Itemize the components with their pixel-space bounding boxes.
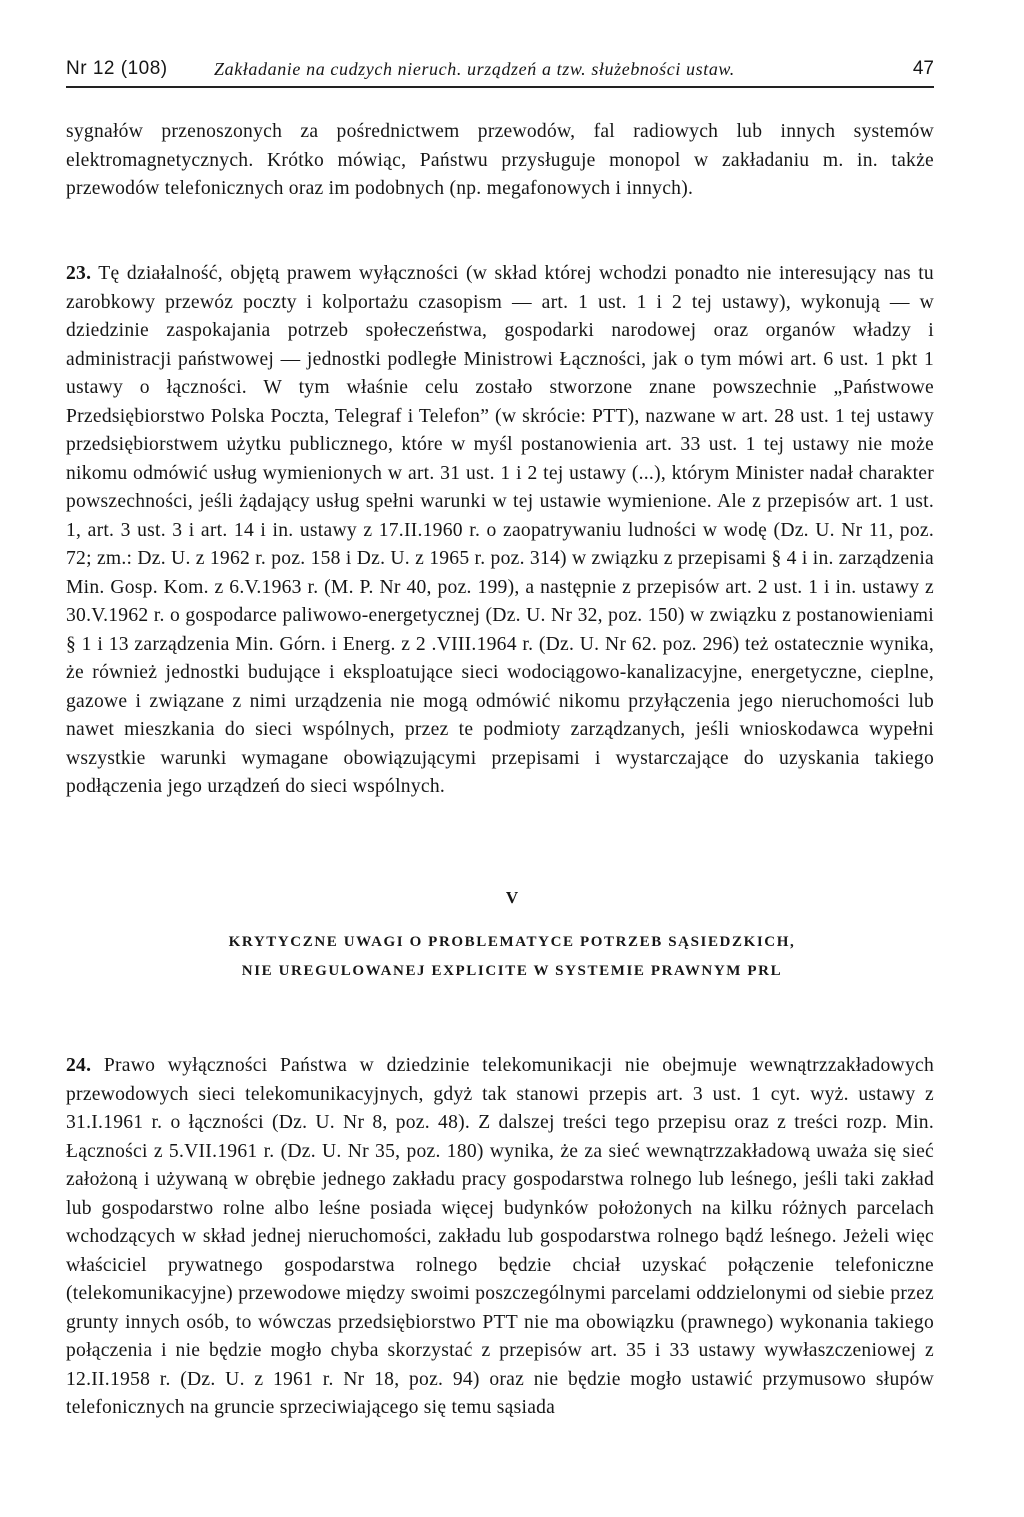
paragraph-23 xyxy=(66,260,934,802)
header-rule xyxy=(66,86,934,88)
paragraph-24 xyxy=(66,1052,934,1423)
paragraph-text: Tę działalność, objętą prawem wyłączności (w skład której wchodzi ponadto nie interesujący nas tu zarobkowy przewóz poczty i kolportażu czasopism — art. 1 ust. 1 i 2 tej ustawy), wykonują — w dziedzinie zaspokajania potrzeb społeczeństwa, gospodarki narodowej oraz organów władzy i administracji państwowej — jednostki podległe Ministrowi Łączności, jak o tym mówi art. 6 ust. 1 pkt 1 ustawy o łączności. W tym właśnie celu zostało stworzone znane powszechnie „Państwowe Przedsiębiorstwo Polska Poczta, Telegraf i Telefon” (w skrócie: PTT), nazwane w art. 28 ust. 1 tej ustawy przedsiębiorstwem użytku publicznego, które w myśl postanowienia art. 33 ust. 1 tej ustawy nie może nikomu odmówić usług wymienionych w art. 31 ust. 1 i 2 tej ustawy (...), którym Minister nadał charakter powszechności, jeśli żądający usług spełni warunki w tej ustawie wymienione. Ale z przepisów art. 1 ust. 1, art. 3 ust. 3 i art. 14 i in. ustawy z 17.II.1960 r. o zaopatrywaniu ludności w wodę (Dz. U. Nr 11, poz. 72; zm.: Dz. U. z 1962 r. poz. 158 i Dz. U. z 1965 r. poz. 314) w związku z przepisami § 4 i in. zarządzenia Min. Gosp. Kom. z 6.V.1963 r. (M. P. Nr 40, poz. 199), a następnie z przepisów art. 2 ust. 1 i in. ustawy z 30.V.1962 r. o gospodarce paliwowo-energetycznej (Dz. U. Nr 32, poz. 150) w związku z postanowieniami § 1 i 13 zarządzenia Min. Górn. i Energ. z 2 .VIII.1964 r. (Dz. U. Nr 62. poz. 296) też ostatecznie wynika, że również jednostki budujące i eksploatujące sieci wodociągowo-kanalizacyjne, energetyczne, cieplne, gazowe i związane z nimi urządzenia nie mogą odmówić nikomu przyłączenia jego nieruchomości lub nawet mieszkania do sieci wspólnych, przez te podmioty zarządzanych, jeśli wnioskodawca wypełni wszystkie warunki wymagane obowiązującymi przepisami i wystarczające do uzyskania takiego podłączenia jego urządzeń do sieci wspólnych. xyxy=(66,263,934,797)
running-header xyxy=(66,58,934,84)
paragraph-continued xyxy=(66,118,934,204)
paragraph-text: Prawo wyłączności Państwa w dziedzinie telekomunikacji nie obejmuje wewnątrzzakładowych przewodowych sieci telekomunikacyjnych, gdyż tak stanowi przepis art. 3 ust. 1 cyt. wyż. ustawy z 31.I.1961 r. o łączności (Dz. U. Nr 8, poz. 48). Z dalszej treści tego przepisu oraz z treści rozp. Min. Łączności z 5.VII.1961 r. (Dz. U. Nr 35, poz. 180) wynika, że za sieć wewnątrzzakładową uważa się sieć założoną i używaną w obrębie jednego zakładu pracy gospodarstwa rolnego lub leśnego, jeśli taki zakład lub gospodarstwo rolne albo leśne posiada więcej budynków położonych na kilku różnych parcelach wchodzących w skład jednej nieruchomości, zakładu lub gospodarstwa rolnego bądź leśnego. Jeżeli więc właściciel prywatnego gospodarstwa rolnego będzie chciał uzyskać połączenie telefoniczne (telekomunikacyjne) przewodowe między swoimi poszczególnymi parcelami oddzielonymi od siebie przez grunty innych osób, to wówczas przedsiębiorstwo PTT nie ma obowiązku (prawnego) wykonania takiego połączenia i nie będzie mogło chyba skorzystać z przepisów art. 35 i 33 ustawy wywłaszczeniowej z 12.II.1958 r. (Dz. U. z 1961 r. Nr 18, poz. 94) oraz nie będzie mogło ustawić przymusowo słupów telefonicznych na gruncie sprzeciwiającego się temu sąsiada xyxy=(66,1055,934,1418)
section-title-line-2: NIE UREGULOWANEJ EXPLICITE W SYSTEMIE PRAWNYM PRL xyxy=(241,963,783,979)
paragraph-number: 23. xyxy=(66,263,92,284)
section-number: V xyxy=(505,888,519,907)
page-number: 47 xyxy=(912,58,934,79)
issue-number: Nr 12 (108) xyxy=(66,58,168,79)
running-title: Zakładanie na cudzych nieruch. urządzeń a tzw. służebności ustaw. xyxy=(214,59,735,79)
section-title-line-1: KRYTYCZNE UWAGI O PROBLEMATYCE POTRZEB SĄSIEDZKICH, xyxy=(228,934,796,950)
paragraph-number: 24. xyxy=(66,1055,92,1076)
paragraph-text: sygnałów przenoszonych za pośrednictwem przewodów, fal radiowych lub innych systemów elektromagnetycznych. Krótko mówiąc, Państwu przysługuje monopol w zakładaniu m. in. także przewodów telefonicznych oraz im podobnych (np. megafonowych i innych). xyxy=(66,121,934,199)
